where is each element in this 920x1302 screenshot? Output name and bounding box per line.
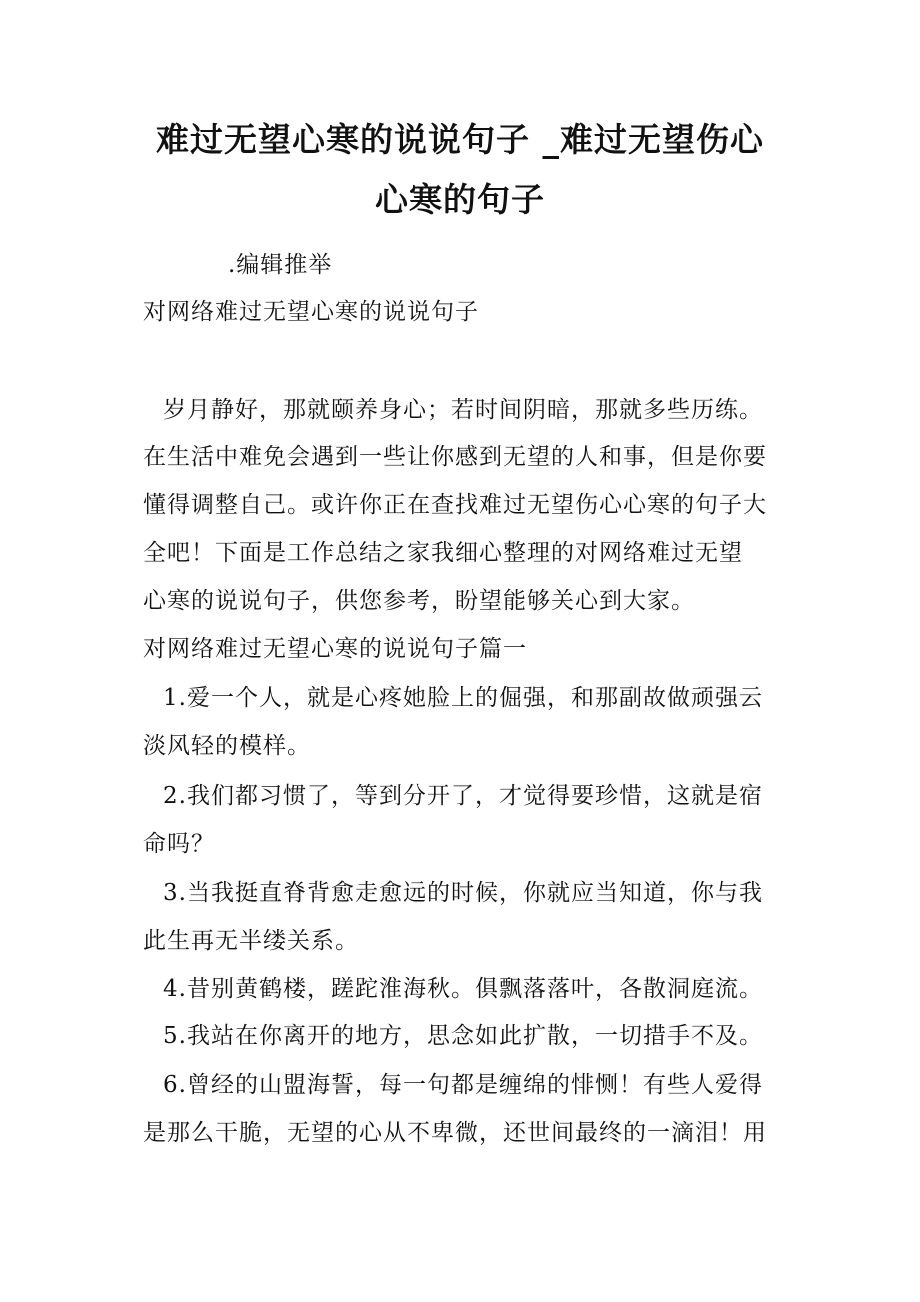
intro-line: 岁月静好，那就颐养身心；若时间阴暗，那就多些历练。 xyxy=(163,397,763,423)
list-item-line2: 是那么干脆，无望的心从不卑微，还世间最终的一滴泪！用 xyxy=(143,1120,767,1146)
list-item-line1: 5.我站在你离开的地方，思念如此扩散，一切措手不及。 xyxy=(163,1023,763,1049)
list-item-line2: 淡风轻的模样。 xyxy=(143,733,311,759)
list-item-line1: 4.昔别黄鹤楼，蹉跎淮海秋。俱飘落落叶，各散洞庭流。 xyxy=(163,976,763,1002)
section-heading: 对网络难过无望心寒的说说句子篇一 xyxy=(143,636,527,662)
list-item-line1: 1.爱一个人，就是心疼她脸上的倔强，和那副故做顽强云 xyxy=(163,685,763,711)
intro-line: 在生活中难免会遇到一些让你感到无望的人和事，但是你要 xyxy=(143,444,767,470)
author-line: .编辑推举 xyxy=(228,252,333,278)
list-item-line1: 6.曾经的山盟海誓，每一句都是缠绵的悱恻！有些人爱得 xyxy=(163,1072,763,1098)
list-item-line1: 2.我们都习惯了，等到分开了，才觉得要珍惜，这就是宿 xyxy=(163,783,763,809)
intro-line: 全吧！下面是工作总结之家我细心整理的对网络难过无望 xyxy=(143,540,743,566)
list-item-line2: 此生再无半缕关系。 xyxy=(143,928,359,954)
document-title-line1: 难过无望心寒的说说句子 _难过无望伤心 xyxy=(156,120,764,159)
document-title-line2: 心寒的句子 xyxy=(375,180,545,219)
list-item-line2: 命吗？ xyxy=(143,831,215,857)
intro-line: 懂得调整自己。或许你正在查找难过无望伤心心寒的句子大 xyxy=(143,492,767,518)
list-item-line1: 3.当我挺直脊背愈走愈远的时候，你就应当知道，你与我 xyxy=(163,880,763,906)
subtitle: 对网络难过无望心寒的说说句子 xyxy=(143,299,479,325)
intro-line: 心寒的说说句子，供您参考，盼望能够关心到大家。 xyxy=(143,588,695,614)
